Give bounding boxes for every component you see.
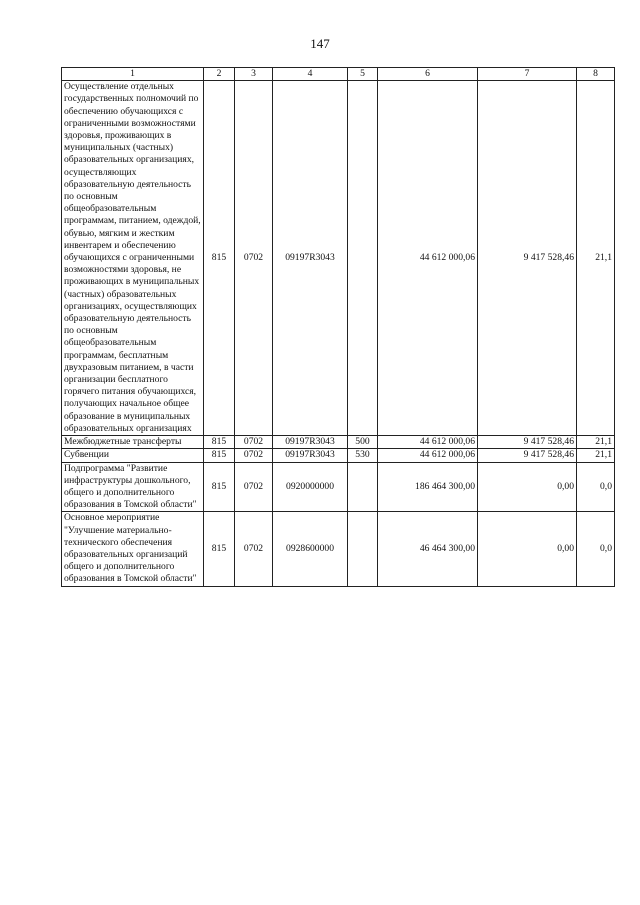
planned-amount-cell: 46 464 300,00 [378,512,478,586]
budget-table [61,67,615,587]
target-article-cell: 09197R3043 [273,436,348,449]
percent-cell: 21,1 [577,436,615,449]
expense-type-cell: 500 [348,436,378,449]
row-name-cell [62,436,204,449]
row-name-cell [62,462,204,512]
row-name-cell [62,512,204,586]
ministry-code-cell: 815 [204,512,235,586]
table-row [62,462,615,512]
percent-cell: 0,0 [577,512,615,586]
section-code-cell: 0702 [235,436,273,449]
ministry-code-cell: 815 [204,81,235,436]
executed-amount-cell: 0,00 [478,462,577,512]
header-cell: 2 [204,68,235,81]
page-number: 147 [310,36,330,51]
target-article-cell: 0928600000 [273,512,348,586]
percent-cell: 21,1 [577,81,615,436]
section-code-cell: 0702 [235,462,273,512]
header-cell: 4 [273,68,348,81]
table-row [62,449,615,462]
executed-amount-cell: 0,00 [478,512,577,586]
section-code-cell: 0702 [235,512,273,586]
header-cell: 5 [348,68,378,81]
executed-amount-cell: 9 417 528,46 [478,81,577,436]
target-article-cell: 0920000000 [273,462,348,512]
section-code-cell: 0702 [235,81,273,436]
header-cell: 3 [235,68,273,81]
section-code-cell: 0702 [235,449,273,462]
table-row [62,512,615,586]
planned-amount-cell: 44 612 000,06 [378,449,478,462]
row-name: Основное мероприятие "Улучшение материально-технического обеспечения образовательных организаций общего и дополнительного образования в Томской области" [64,512,197,585]
header-cell: 7 [478,68,577,81]
target-article-cell: 09197R3043 [273,81,348,436]
row-name: Осуществление отдельных государственных полномочий по обеспечению обучающихся с ограниченными возможностями здоровья, проживающих в муниципальных (частных) образовательных организациях, осуществляющих образовательную деятельность по основным общеобразовательным программам, питанием, одеждой, обувью, мягким и жестким инвентарем и обеспечению обучающихся с ограниченными возможностями здоровья, не проживающих в муниципальных (частных) образовательных организациях, осуществляющих образовательную деятельность по основным общеобразовательным программам, бесплатным двухразовым питанием, в части организации бесплатного горячего питания обучающихся, получающих начальное общее образование в муниципальных образовательных организациях [64,81,201,434]
header-cell: 6 [378,68,478,81]
row-name: Субвенции [64,449,109,461]
table-row [62,436,615,449]
planned-amount-cell: 186 464 300,00 [378,462,478,512]
ministry-code-cell: 815 [204,449,235,462]
row-name-cell [62,81,204,436]
header-cell: 8 [577,68,615,81]
planned-amount-cell: 44 612 000,06 [378,436,478,449]
row-name-cell [62,449,204,462]
table-header-row [62,68,615,81]
executed-amount-cell: 9 417 528,46 [478,449,577,462]
expense-type-cell [348,462,378,512]
percent-cell: 21,1 [577,449,615,462]
header-cell: 1 [62,68,204,81]
table-row [62,81,615,436]
row-name: Межбюджетные трансферты [64,436,182,448]
percent-cell: 0,0 [577,462,615,512]
target-article-cell: 09197R3043 [273,449,348,462]
executed-amount-cell: 9 417 528,46 [478,436,577,449]
planned-amount-cell: 44 612 000,06 [378,81,478,436]
ministry-code-cell: 815 [204,462,235,512]
row-name: Подпрограмма "Развитие инфраструктуры дошкольного, общего и дополнительного образования в Томской области" [64,462,197,511]
ministry-code-cell: 815 [204,436,235,449]
expense-type-cell: 530 [348,449,378,462]
expense-type-cell [348,512,378,586]
expense-type-cell [348,81,378,436]
